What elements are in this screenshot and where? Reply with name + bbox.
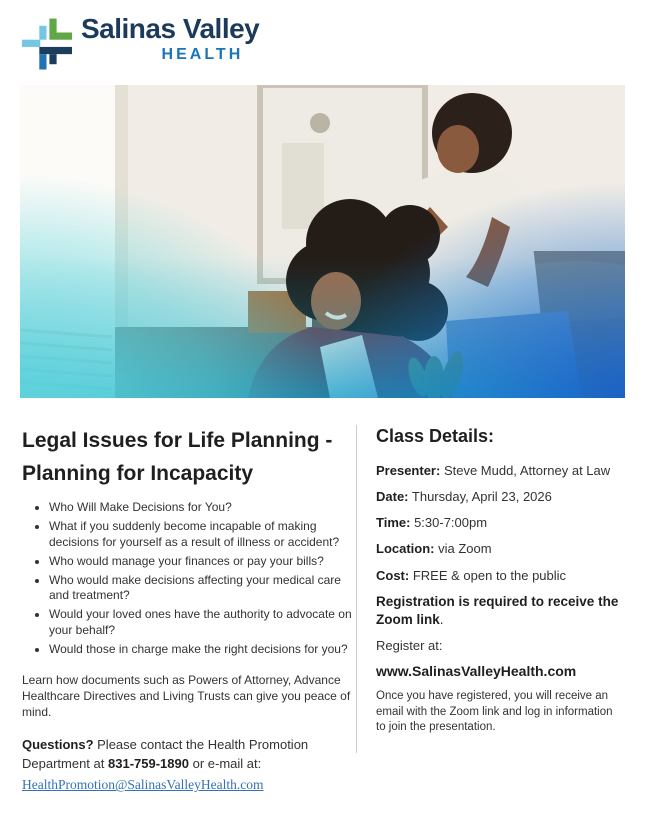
class-detail-row xyxy=(376,462,624,479)
detail-label: Time: xyxy=(376,515,411,531)
health-cross-icon xyxy=(22,18,72,72)
topic-bullets xyxy=(22,500,354,657)
column-divider xyxy=(356,425,357,753)
questions-paragraph xyxy=(22,736,354,794)
class-detail-row xyxy=(376,514,624,531)
register-at-label: Register at: xyxy=(376,638,443,654)
bullet-item: • Would those in charge make the right decisions for you? xyxy=(49,642,354,658)
class-detail-row xyxy=(376,540,624,557)
questions-label: Questions? xyxy=(22,737,94,753)
class-details-heading: Class Details: xyxy=(376,426,495,446)
page-title-line: Legal Issues for Life Planning - xyxy=(22,429,333,452)
registration-note-bold: Registration is required to receive the Zoom link xyxy=(376,593,619,627)
post-registration-note: Once you have registered, you will receive an email with the Zoom link and log in information to join the presentation. xyxy=(376,690,613,733)
detail-value: 5:30-7:00pm xyxy=(414,515,488,531)
bullet-item: • Who Will Make Decisions for You? xyxy=(49,500,354,516)
right-column xyxy=(376,424,624,735)
registration-note xyxy=(376,593,624,629)
detail-label: Cost: xyxy=(376,567,410,583)
page-title xyxy=(22,424,354,490)
bullet-item: • Who would manage your finances or pay your bills? xyxy=(49,554,354,570)
bullet-item: • What if you suddenly become incapable of making decisions for yourself as a result of illness or accident? xyxy=(49,519,354,551)
logo xyxy=(22,14,259,72)
detail-value: via Zoom xyxy=(438,541,492,557)
registration-note-period: . xyxy=(439,611,444,627)
page-title-line: Planning for Incapacity xyxy=(22,462,254,486)
learn-paragraph: Learn how documents such as Powers of Attorney, Advance Healthcare Directives and Living Trusts can give you peace of mind. xyxy=(22,672,351,720)
website-url: www.SalinasValleyHealth.com xyxy=(376,663,577,680)
logo-name: Salinas Valley xyxy=(81,13,260,44)
detail-value: Steve Mudd, Attorney at Law xyxy=(443,463,611,478)
bullet-item: • Would your loved ones have the authority to advocate on your behalf? xyxy=(49,607,354,639)
class-detail-row xyxy=(376,567,624,584)
logo-health-word: HEALTH xyxy=(161,45,244,63)
questions-text-after-phone: or e-mail at: xyxy=(192,755,262,771)
logo-text xyxy=(81,14,259,64)
bullet-item: • Who would make decisions affecting your medical care and treatment? xyxy=(49,573,354,605)
detail-label: Date: xyxy=(376,489,409,505)
class-detail-row xyxy=(376,488,624,505)
questions-text-before-phone: Please contact the Health Promotion Department at xyxy=(22,737,309,771)
detail-label: Location: xyxy=(376,541,435,557)
detail-label: Presenter: xyxy=(376,463,441,478)
class-details-list xyxy=(376,462,624,584)
detail-value: FREE & open to the public xyxy=(412,567,567,583)
hero-photo xyxy=(20,85,625,398)
left-column xyxy=(22,424,354,795)
detail-value: Thursday, April 23, 2026 xyxy=(411,489,552,505)
phone-number: 831-759-1890 xyxy=(108,755,189,771)
hero-gradient-overlay xyxy=(20,85,625,398)
email-link[interactable]: HealthPromotion@SalinasValleyHealth.com xyxy=(22,777,264,793)
